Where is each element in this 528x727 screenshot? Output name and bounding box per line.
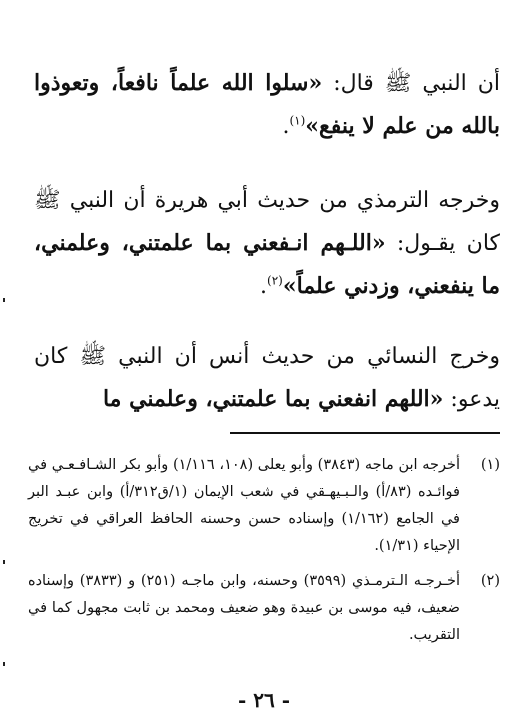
footnote-text: أخرجه ابن ماجه (٣٨٤٣) وأبو يعلى (١٠٨، ١/١١٦) وأبو بكر الشـافـعـي في فوائـده (٨٣/أ) والـبـيهـقي في شعب الإيمان (١/ق٣١٢/أ) وابن عبـد البر في الجامع (١/١٦٢) وإسناده حسن وحسنه الحافظ العراقي في تخريج الإحياء (١/٣١). <box>28 457 460 554</box>
footnote-separator <box>230 432 500 434</box>
hadith-quote-1: «سلوا الله علماً نافعاً، وتعوذوا بالله من علم لا ينفع» <box>34 70 500 139</box>
paragraph-1-intro: أن النبي ﷺ قال: <box>322 71 500 96</box>
hadith-quote-3: «اللهم انفعني بما علمتني، وعلمني ما <box>102 386 444 412</box>
footnote-number: (٢) <box>480 573 500 589</box>
paragraph-2-intro: وخرجه الترمذي من حديث أبي هريرة أن النبي ﷺ كان يقـول: <box>34 188 500 256</box>
paragraph-2-end: . <box>260 274 268 299</box>
paragraph-3-intro: وخرج النسائي من حديث أنس أن النبي ﷺ كان يدعو: <box>34 344 500 412</box>
footnote-ref-2: (٢) <box>267 273 283 288</box>
footnote-text: أخـرجـه الـترمـذي (٣٥٩٩) وحسنه، وابن ماجـه (٢٥١) و (٣٨٣٣) وإسناده ضعيف، فيه موسى بن عبيدة وهو ضعيف ومحمد بن ثابت مجهول كما في التقريب. <box>28 573 460 643</box>
footnotes <box>28 452 500 657</box>
scan-edge-mark <box>3 662 5 666</box>
footnote-number: (١) <box>480 457 500 473</box>
scan-edge-mark <box>3 298 5 302</box>
page-number: - ٢٦ - <box>237 688 290 712</box>
footnote-1 <box>28 452 500 560</box>
footnote-2 <box>28 568 500 649</box>
hadith-quote-2: «اللـهم انـفعني بما علمتني، وعلمني، ما ينفعني، وزدني علماً» <box>34 230 500 299</box>
footnote-ref-1: (١) <box>289 113 306 128</box>
paragraph-1 <box>34 62 500 148</box>
paragraph-3 <box>34 336 500 421</box>
paragraph-2 <box>34 180 500 308</box>
paragraph-1-end: . <box>282 114 290 139</box>
scan-edge-mark <box>3 560 5 564</box>
